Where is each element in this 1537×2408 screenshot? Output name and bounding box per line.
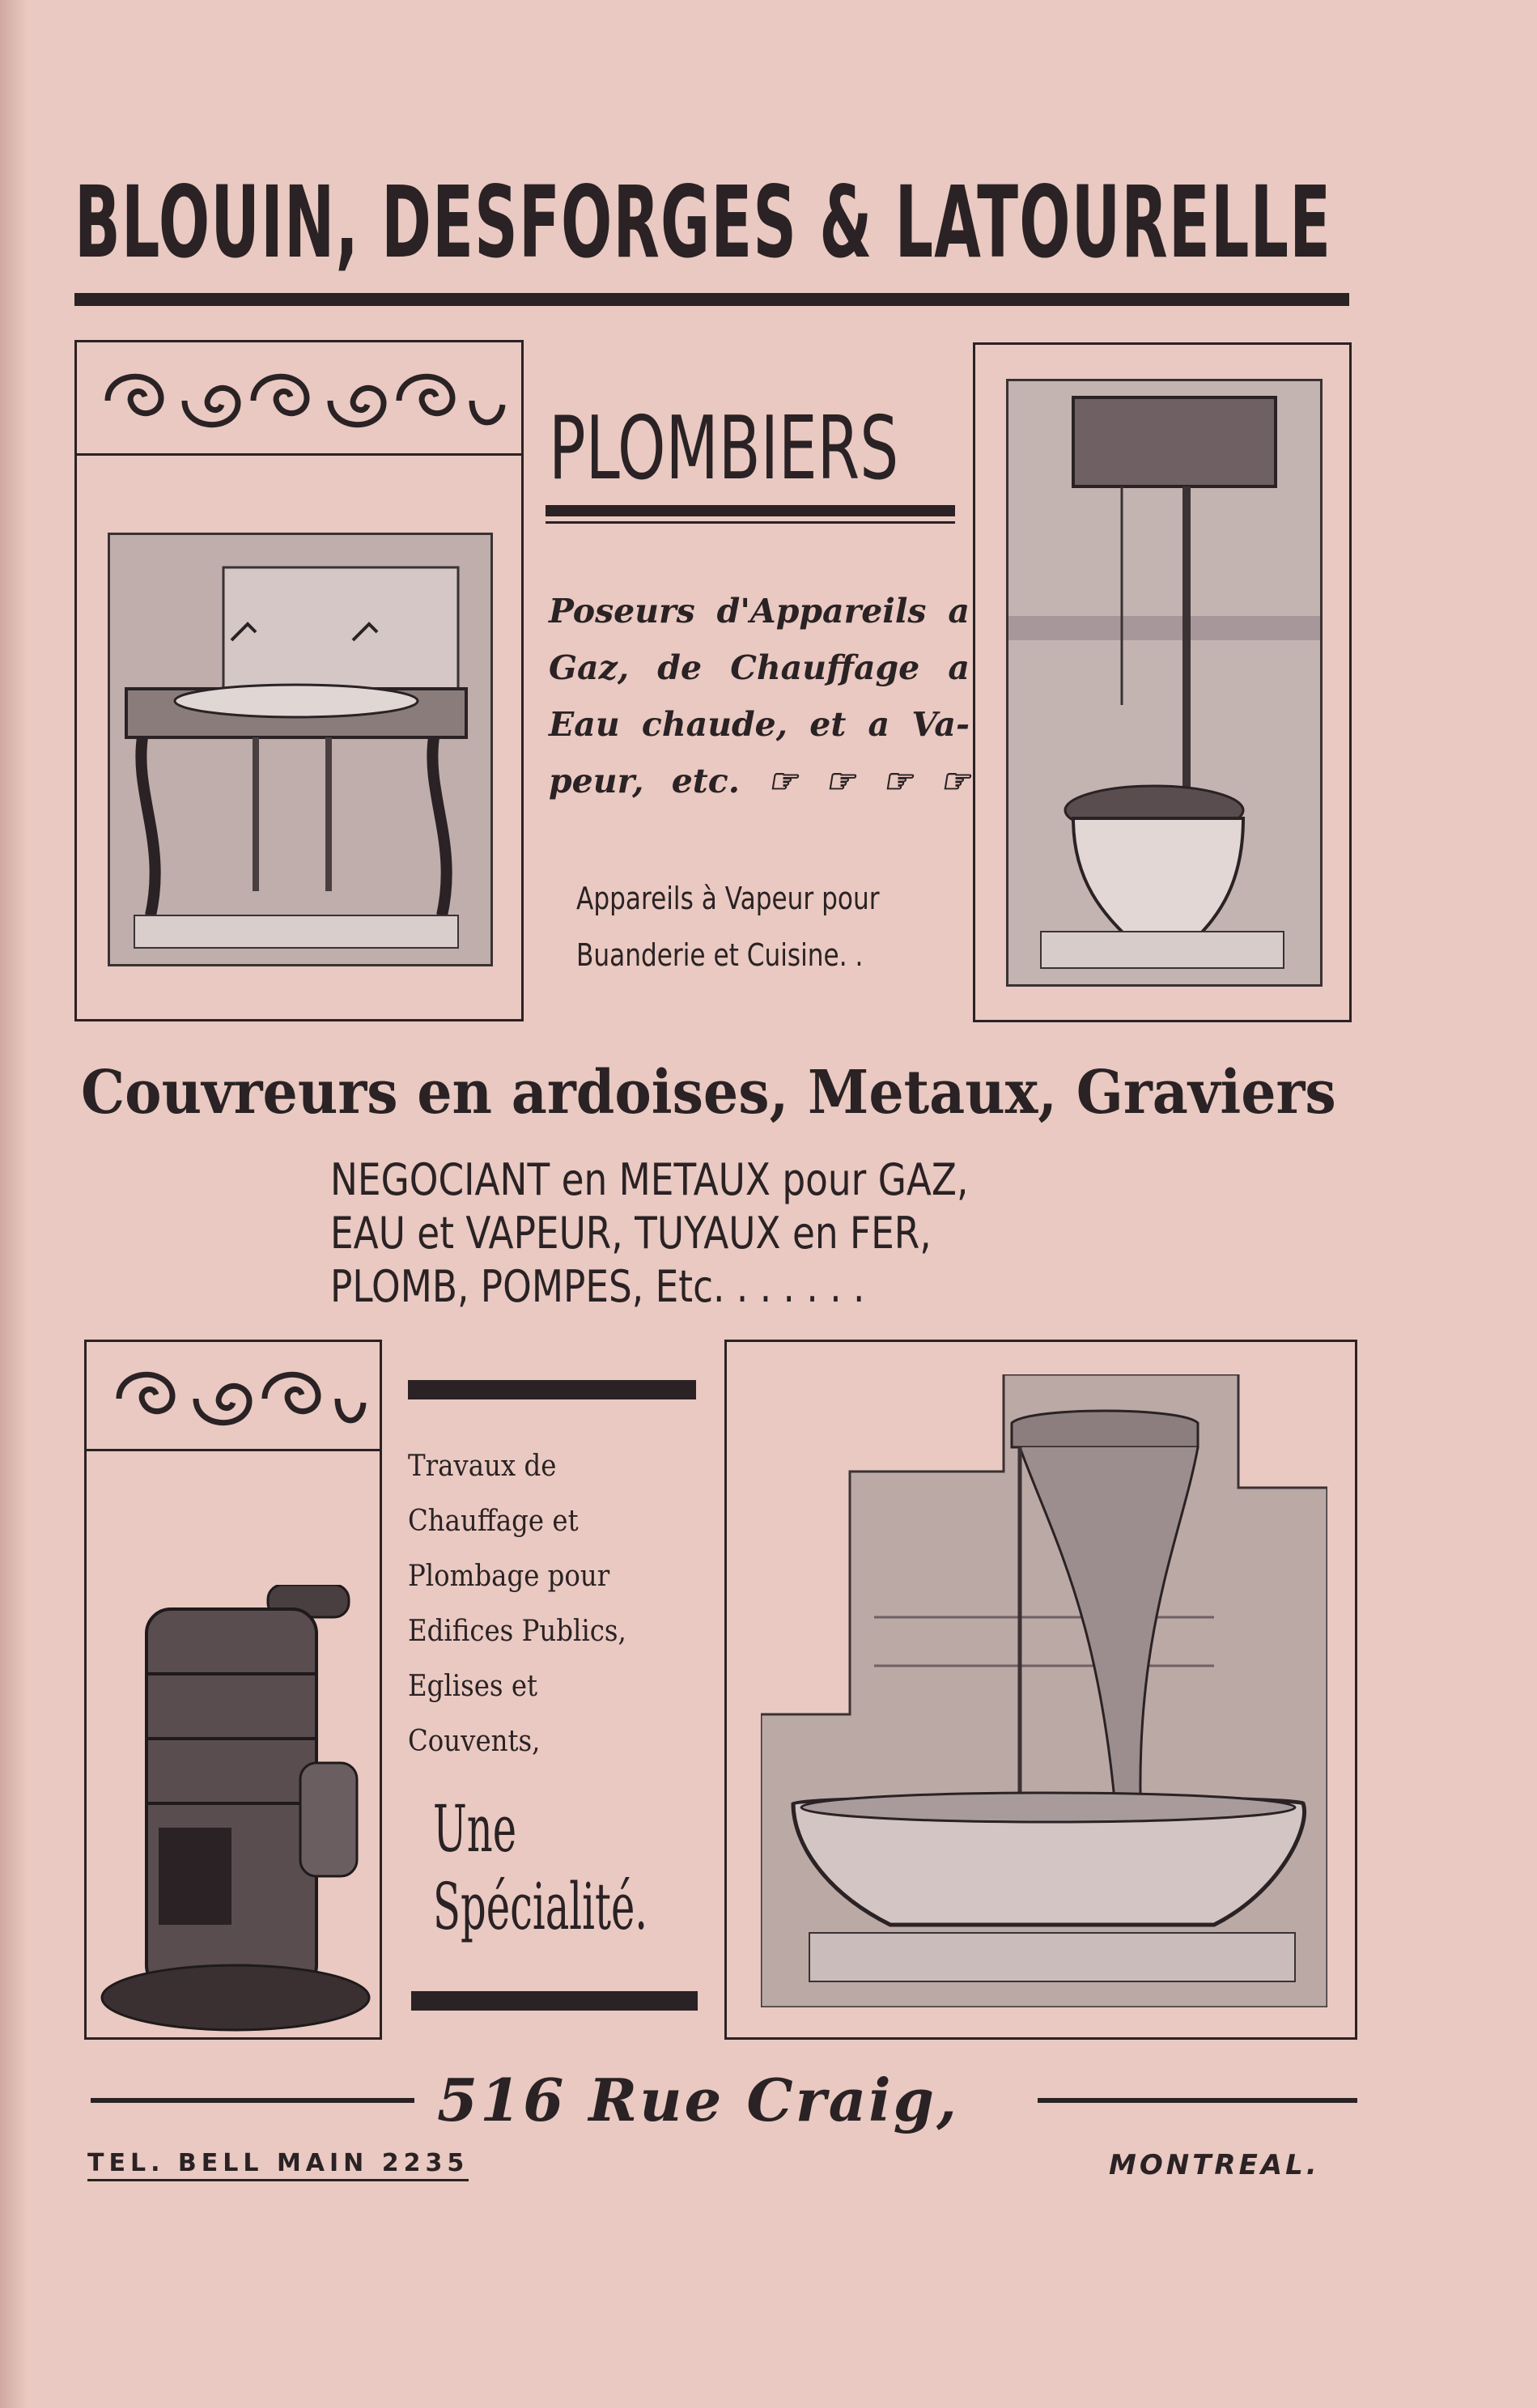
works-line: Couvents, [408, 1725, 541, 1758]
address-rule-left [91, 2098, 414, 2103]
title-underline [74, 293, 1349, 306]
services-line: Gaz, de Chauffage a [549, 648, 970, 687]
works-line: Eglises et [408, 1670, 538, 1703]
works-line: Plombage pour [408, 1560, 610, 1593]
scroll-ornament-icon [103, 1354, 370, 1435]
merchant-line: PLOMB, POMPES, Etc. . . . . . . [330, 1261, 865, 1312]
sink-icon [110, 535, 490, 964]
works-line: Chauffage et [408, 1505, 579, 1538]
address-rule-right [1038, 2098, 1357, 2103]
boiler-icon [98, 1585, 373, 2038]
services-line: Eau chaude, et a Va- [549, 705, 970, 744]
steam-line: Appareils à Vapeur pour [576, 881, 880, 916]
plombiers-heading: PLOMBIERS [549, 398, 899, 499]
steam-appliances-text [576, 870, 921, 983]
works-text [408, 1439, 670, 1769]
roofing-headline: Couvreurs en ardoises, Metaux, Graviers [81, 1058, 1336, 1128]
company-title: BLOUIN, DESFORGES & LATOURELLE [74, 165, 1332, 280]
merchant-line: EAU et VAPEUR, TUYAUX en FER, [330, 1208, 932, 1259]
merchant-line: NEGOCIANT en METAUX pour GAZ, [330, 1154, 969, 1205]
boiler-panel [84, 1340, 382, 2040]
bathtub-engraving [761, 1374, 1327, 2007]
sink-panel [74, 340, 524, 1021]
work-top-rule [408, 1380, 696, 1399]
works-line: Travaux de [408, 1450, 557, 1483]
services-line: peur, etc. ☞ ☞ ☞ ☞ [549, 762, 970, 801]
plombiers-underline-thin [546, 521, 955, 524]
plombiers-underline [546, 505, 955, 516]
bathtub-icon [761, 1374, 1327, 2007]
specialty-line: Spécialité. [433, 1869, 648, 1944]
steam-line: Buanderie et Cuisine. . [576, 937, 864, 973]
city-name: MONTREAL. [1109, 2149, 1320, 2181]
specialty-text [433, 1790, 647, 1946]
bathtub-panel [724, 1340, 1357, 2040]
street-address: 516 Rue Craig, [437, 2066, 960, 2134]
toilet-panel [973, 342, 1352, 1022]
specialty-line: Une [433, 1791, 517, 1867]
merchant-text [330, 1153, 968, 1314]
telephone-number: TEL. BELL MAIN 2235 [87, 2149, 469, 2181]
toilet-engraving [1006, 379, 1323, 987]
work-bottom-rule [411, 1991, 698, 2011]
page-spine-shadow [0, 0, 28, 2408]
scroll-ornament-icon [91, 352, 512, 441]
services-line: Poseurs d'Appareils a [549, 592, 970, 631]
scroll-ornament-band [87, 1342, 380, 1451]
scroll-ornament-band [77, 342, 521, 456]
sink-engraving [108, 533, 493, 966]
works-line: Edifices Publics, [408, 1615, 626, 1648]
services-italic-text [549, 583, 970, 809]
toilet-icon [1008, 381, 1320, 984]
